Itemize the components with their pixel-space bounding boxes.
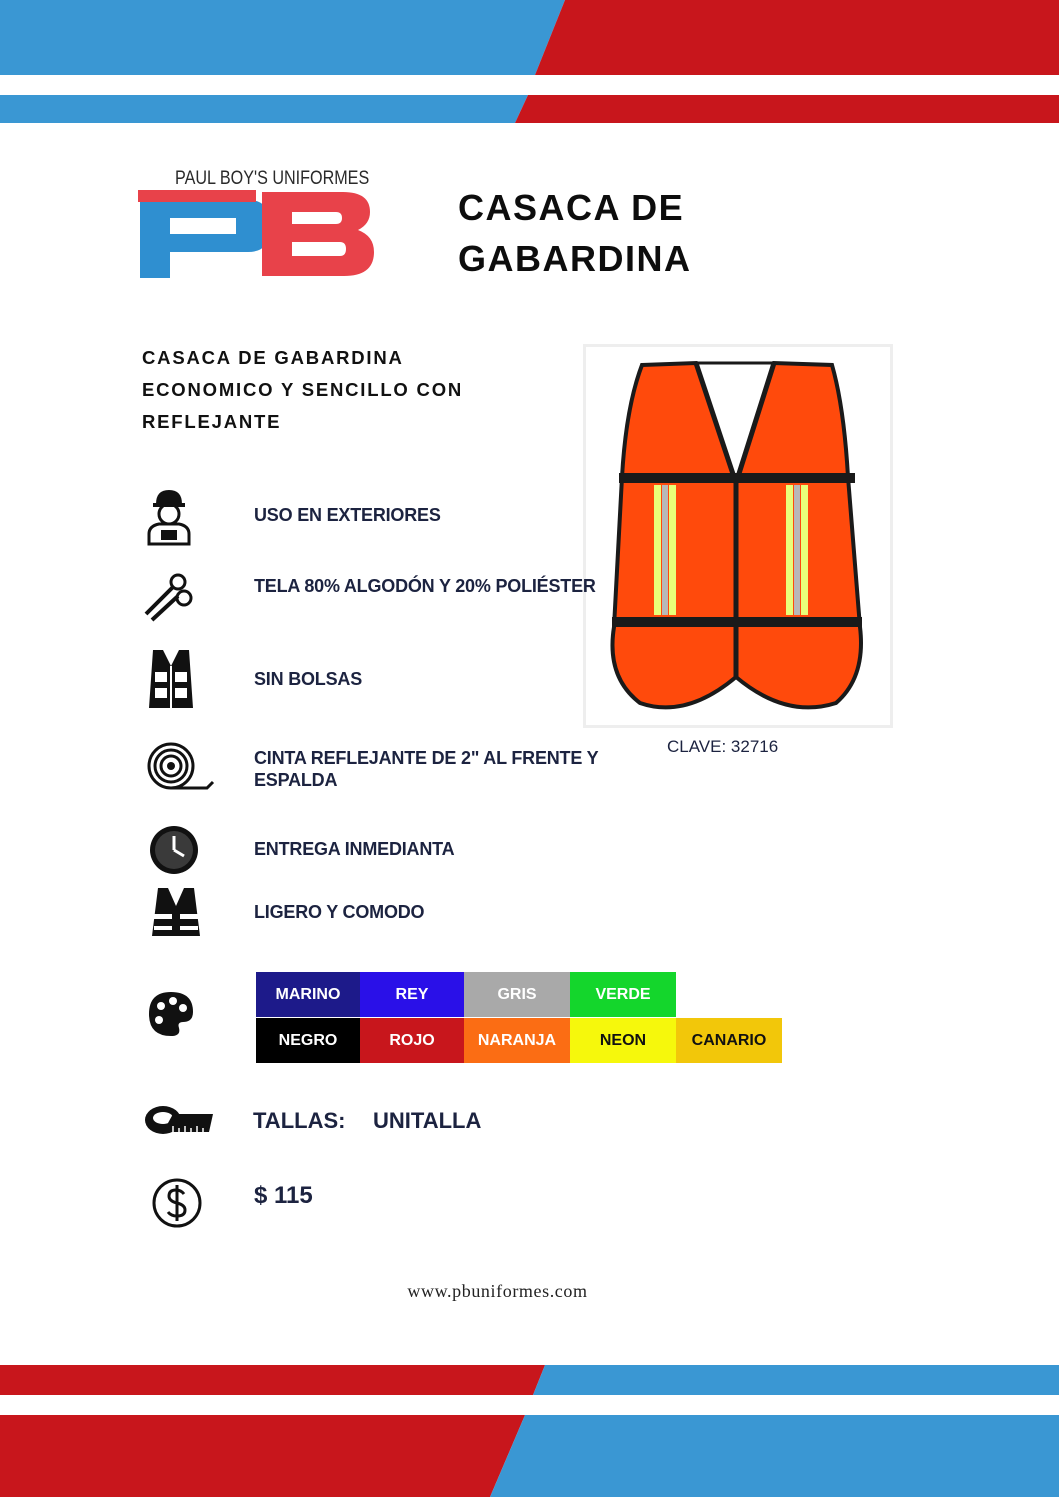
color-swatch-marino	[256, 972, 360, 1017]
color-swatch-gris	[464, 972, 570, 1017]
color-label: MARINO	[275, 985, 341, 1003]
color-label: NARANJA	[477, 1031, 557, 1049]
color-swatch-verde	[570, 972, 676, 1017]
clock-icon	[148, 824, 200, 881]
feature-fabric: TELA 80% ALGODÓN Y 20% POLIÉSTER	[254, 576, 596, 596]
palette-icon	[147, 990, 195, 1043]
website-link[interactable]: www.pbuniformes.com	[407, 1281, 588, 1301]
feature-no-pockets: SIN BOLSAS	[254, 669, 363, 689]
color-label: CANARIO	[691, 1031, 767, 1049]
pb-logo	[138, 190, 378, 282]
vest-pockets-icon	[147, 648, 195, 715]
price: $ 115	[254, 1182, 313, 1209]
color-swatch-rey	[360, 972, 464, 1017]
top-band	[0, 0, 1059, 130]
description-line-3: REFLEJANTE	[142, 411, 282, 432]
sizes-value: UNITALLA	[373, 1108, 482, 1133]
safety-vest-icon	[150, 886, 202, 943]
page-title	[458, 182, 692, 284]
worker-icon	[143, 486, 195, 553]
color-label: ROJO	[389, 1031, 435, 1049]
tape-roll-icon	[147, 742, 215, 797]
product-code: CLAVE: 32716	[667, 737, 779, 756]
color-swatch-negro	[256, 1018, 360, 1063]
product-description	[142, 342, 542, 438]
dollar-icon	[151, 1177, 203, 1234]
sizes-label: TALLAS:	[253, 1108, 346, 1133]
scissors-icon	[142, 572, 196, 629]
color-swatch-neon	[570, 1018, 676, 1063]
color-label: REY	[395, 985, 429, 1003]
description-line-2: ECONOMICO Y SENCILLO CON	[142, 379, 464, 400]
color-swatch-rojo	[360, 1018, 464, 1063]
bottom-band	[0, 1365, 1059, 1497]
color-swatch-canario	[676, 1018, 782, 1063]
feature-delivery: ENTREGA INMEDIANTA	[254, 839, 455, 859]
color-label: GRIS	[497, 985, 537, 1003]
logo-text: PAUL BOY'S UNIFORMES	[175, 168, 370, 189]
title-line-1: CASACA DE	[458, 187, 685, 228]
feature-reflective-tape: CINTA REFLEJANTE DE 2" AL FRENTE Y ESPALDA	[254, 748, 599, 790]
color-swatch-naranja	[464, 1018, 570, 1063]
description-line-1: CASACA DE GABARDINA	[142, 347, 404, 368]
color-label: VERDE	[595, 985, 651, 1003]
color-label: NEGRO	[278, 1031, 338, 1049]
color-label: NEON	[599, 1031, 647, 1049]
title-line-2: GABARDINA	[458, 238, 692, 279]
measuring-tape-icon	[143, 1104, 213, 1143]
feature-comfort: LIGERO Y COMODO	[254, 902, 425, 922]
feature-outdoor-use: USO EN EXTERIORES	[254, 505, 441, 525]
